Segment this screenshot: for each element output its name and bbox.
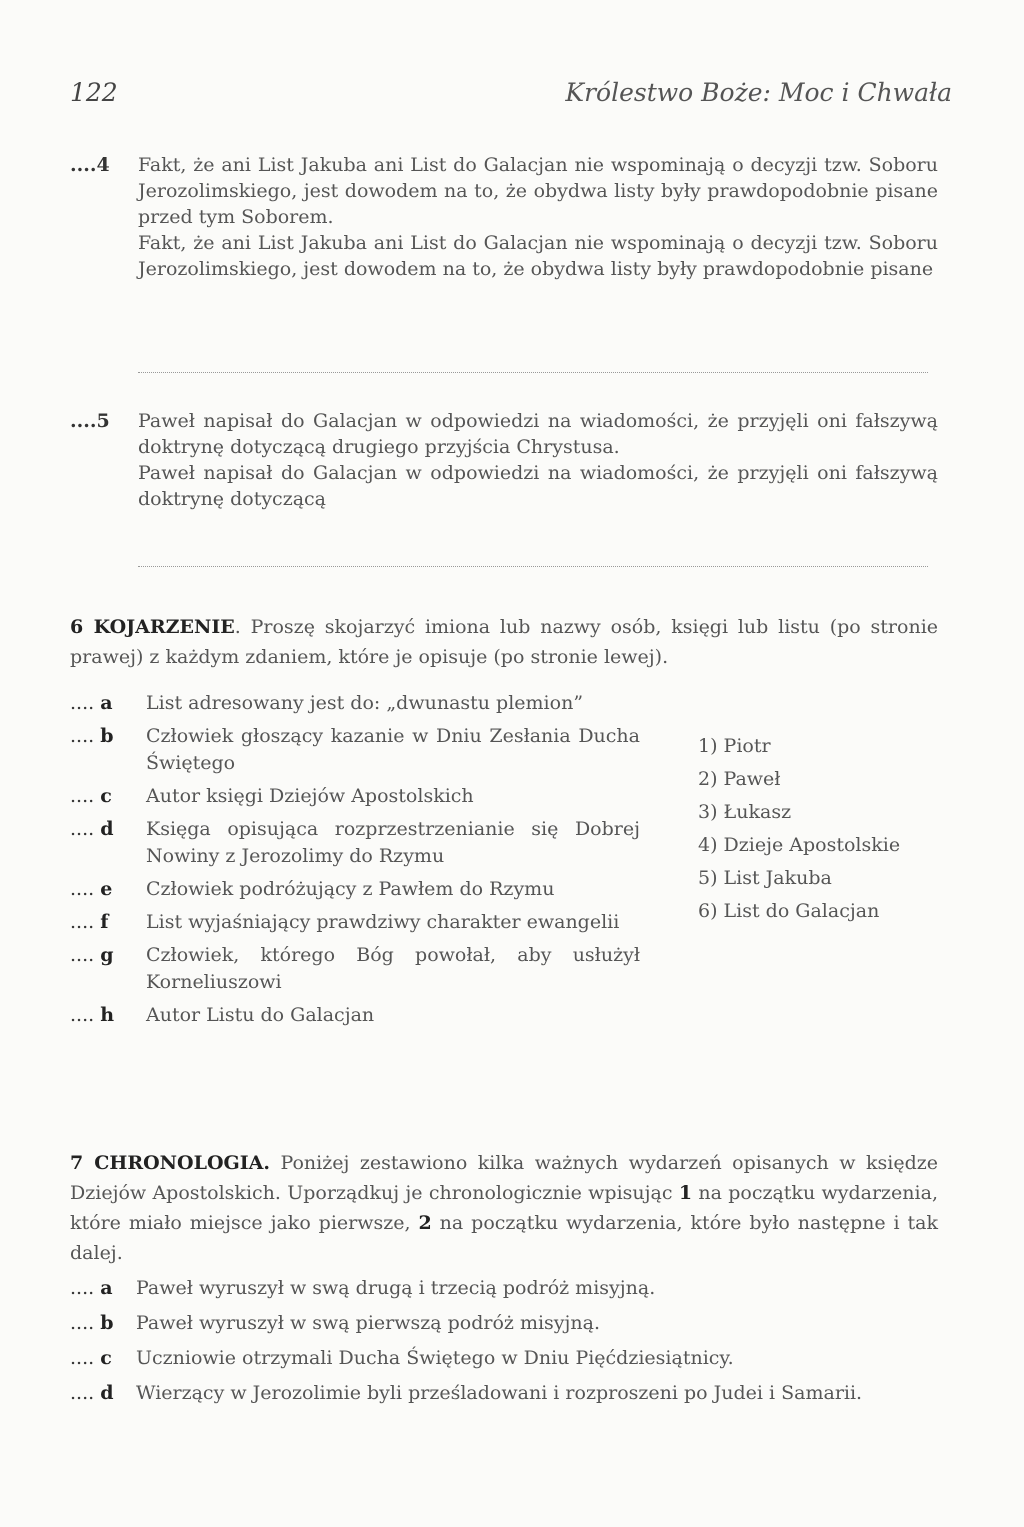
item-letter: c xyxy=(100,785,112,807)
answer-option: 4) Dzieje Apostolskie xyxy=(698,834,901,856)
item-letter: b xyxy=(100,725,114,747)
answer-blank[interactable]: .... xyxy=(70,692,95,714)
question-4 xyxy=(70,152,938,282)
chron-item-d xyxy=(70,1380,940,1407)
match-item-h xyxy=(70,1002,640,1029)
item-letter: d xyxy=(100,818,114,840)
match-item-c xyxy=(70,783,640,810)
question-statement: Paweł napisał do Galacjan w odpowiedzi na wiadomości, że przyjęli oni fałszywą doktrynę dotyczącą drugiego przyjścia Chrystusa. xyxy=(138,410,938,458)
item-text: Autor Listu do Galacjan xyxy=(146,1004,375,1026)
match-item-g xyxy=(70,942,640,996)
item-letter: d xyxy=(100,1382,114,1404)
answer-option: 3) Łukasz xyxy=(698,801,792,823)
section-6-instruction: . Proszę skojarzyć imiona lub nazwy osób, księgi lub listu (po stronie prawej) z każdym zdaniem, które je opisuje (po stronie lewej). xyxy=(70,616,939,668)
page-header xyxy=(70,78,952,118)
chron-item-c xyxy=(70,1345,940,1372)
answer-blank[interactable]: .... xyxy=(70,785,95,807)
answer-blank[interactable]: .... xyxy=(70,725,95,747)
answer-prefix: Fakt, że ani List Jakuba ani List do Galacjan nie wspominają o decyzji tzw. Soboru Jerozolimskiego, jest dowodem na to, że obydwa listy były prawdopodobnie pisane xyxy=(138,232,938,280)
answer-blank[interactable]: .... xyxy=(70,911,95,933)
answer-blank[interactable]: .... xyxy=(70,1312,95,1334)
matching-list xyxy=(70,690,640,1035)
answer-option: 1) Piotr xyxy=(698,735,771,757)
item-text: Człowiek, którego Bóg powołał, aby usłużył Korneliuszowi xyxy=(146,944,640,993)
question-number: ....4 xyxy=(70,154,110,176)
section-7-instruction: na początku wydarzenia, które miało miejsce jako pierwsze, xyxy=(70,1182,938,1234)
match-item-d xyxy=(70,816,640,870)
item-text: Uczniowie otrzymali Ducha Świętego w Dniu Pięćdziesiątnicy. xyxy=(136,1347,734,1369)
item-letter: c xyxy=(100,1347,112,1369)
answer-blank[interactable]: .... xyxy=(70,1277,95,1299)
answer-blank[interactable]: .... xyxy=(70,1004,95,1026)
section-7-instruction: na początku wydarzenia, które było następne i tak dalej. xyxy=(70,1212,939,1264)
answer-blank[interactable]: .... xyxy=(70,1382,95,1404)
match-item-e xyxy=(70,876,640,903)
item-text: List wyjaśniający prawdziwy charakter ewangelii xyxy=(146,911,620,933)
item-text: Księga opisująca rozprzestrzenianie się Dobrej Nowiny z Jerozolimy do Rzymu xyxy=(146,818,640,867)
instruction-number: 1 xyxy=(678,1182,693,1204)
chron-item-a xyxy=(70,1275,940,1302)
item-text: Autor księgi Dziejów Apostolskich xyxy=(146,785,474,807)
item-text: Wierzący w Jerozolimie byli prześladowani i rozproszeni po Judei i Samarii. xyxy=(136,1382,863,1404)
item-letter: f xyxy=(100,911,109,933)
item-letter: a xyxy=(100,1277,113,1299)
question-5 xyxy=(70,408,938,512)
section-6-title: 6 KOJARZENIE xyxy=(70,616,235,638)
item-letter: e xyxy=(100,878,113,900)
item-text: Człowiek głoszący kazanie w Dniu Zesłania Ducha Świętego xyxy=(146,725,640,774)
item-text: List adresowany jest do: „dwunastu plemion” xyxy=(146,692,584,714)
answer-blank[interactable]: .... xyxy=(70,818,95,840)
answer-option: 6) List do Galacjan xyxy=(698,900,880,922)
question-number: ....5 xyxy=(70,410,110,432)
item-letter: a xyxy=(100,692,113,714)
item-text: Człowiek podróżujący z Pawłem do Rzymu xyxy=(146,878,555,900)
answer-blank[interactable]: .... xyxy=(70,944,95,966)
item-text: Paweł wyruszył w swą drugą i trzecią podróż misyjną. xyxy=(136,1277,656,1299)
answer-line[interactable] xyxy=(138,372,928,373)
section-7-title: 7 CHRONOLOGIA. xyxy=(70,1152,270,1174)
page-number: 122 xyxy=(70,78,118,107)
item-letter: h xyxy=(100,1004,115,1026)
match-item-f xyxy=(70,909,640,936)
instruction-number: 2 xyxy=(418,1212,432,1234)
answer-line[interactable] xyxy=(138,566,928,567)
answer-blank[interactable]: .... xyxy=(70,878,95,900)
section-7-instruction: Poniżej zestawiono kilka ważnych wydarzeń opisanych w księdze Dziejów Apostolskich. Uporządkuj je chronologicznie wpisując xyxy=(70,1152,938,1204)
answer-blank[interactable]: .... xyxy=(70,1347,95,1369)
match-item-a xyxy=(70,690,640,717)
answer-option: 5) List Jakuba xyxy=(698,867,832,889)
section-7-heading xyxy=(70,1148,938,1268)
item-text: Paweł wyruszył w swą pierwszą podróż misyjną. xyxy=(136,1312,601,1334)
chronology-list xyxy=(70,1275,940,1415)
answer-option: 2) Paweł xyxy=(698,768,781,790)
running-title: Królestwo Boże: Moc i Chwała xyxy=(565,78,952,107)
answer-prefix: Paweł napisał do Galacjan w odpowiedzi na wiadomości, że przyjęli oni fałszywą doktrynę dotyczącą xyxy=(138,462,938,510)
item-letter: b xyxy=(100,1312,114,1334)
section-6-heading xyxy=(70,612,938,672)
match-item-b xyxy=(70,723,640,777)
question-statement: Fakt, że ani List Jakuba ani List do Galacjan nie wspominają o decyzji tzw. Soboru Jerozolimskiego, jest dowodem na to, że obydwa listy były prawdopodobnie pisane przed tym Soborem. xyxy=(138,154,938,228)
chron-item-b xyxy=(70,1310,940,1337)
answer-options xyxy=(698,730,958,928)
item-letter: g xyxy=(100,944,114,966)
